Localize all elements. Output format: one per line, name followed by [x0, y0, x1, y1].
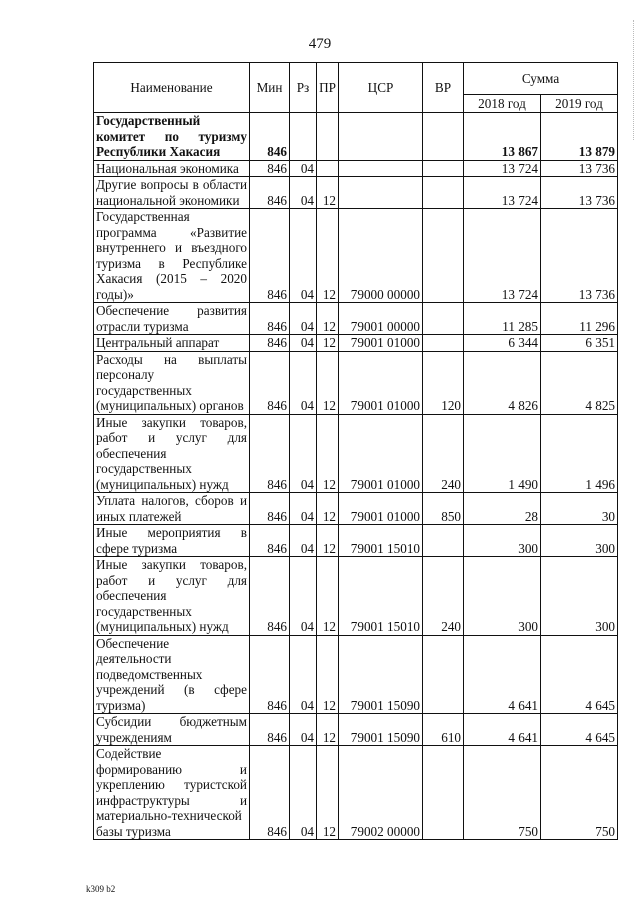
cell-pr: 12 — [317, 335, 339, 352]
cell-min: 846 — [250, 714, 290, 746]
header-rz: Рз — [290, 63, 317, 113]
cell-min: 846 — [250, 746, 290, 840]
cell-min: 846 — [250, 209, 290, 303]
cell-pr: 12 — [317, 209, 339, 303]
cell-csr: 79001 01000 — [339, 493, 423, 525]
cell-pr: 12 — [317, 635, 339, 714]
cell-2019: 750 — [541, 746, 618, 840]
budget-table — [93, 62, 618, 840]
cell-min: 846 — [250, 351, 290, 414]
table-row — [94, 351, 618, 414]
cell-name: Содействие формированию и укреплению туристской инфраструктуры и материально-технической базы туризма — [94, 746, 250, 840]
cell-pr: 12 — [317, 557, 339, 636]
cell-2019: 6 351 — [541, 335, 618, 352]
table-row — [94, 714, 618, 746]
header-pr: ПР — [317, 63, 339, 113]
cell-pr: 12 — [317, 714, 339, 746]
cell-2018: 4 641 — [464, 635, 541, 714]
footer-code: k309 b2 — [86, 884, 116, 894]
cell-name: Обеспечение деятельности подведомственных учреждений (в сфере туризма) — [94, 635, 250, 714]
cell-name: Уплата налогов, сборов и иных платежей — [94, 493, 250, 525]
header-vr: ВР — [423, 63, 464, 113]
cell-min: 846 — [250, 113, 290, 161]
cell-2018: 13 867 — [464, 113, 541, 161]
cell-2018: 11 285 — [464, 303, 541, 335]
cell-csr — [339, 160, 423, 177]
cell-min: 846 — [250, 493, 290, 525]
cell-2019: 4 825 — [541, 351, 618, 414]
cell-vr — [423, 177, 464, 209]
table-row — [94, 635, 618, 714]
cell-2018: 4 826 — [464, 351, 541, 414]
table-row — [94, 493, 618, 525]
cell-min: 846 — [250, 177, 290, 209]
cell-vr — [423, 635, 464, 714]
cell-pr: 12 — [317, 493, 339, 525]
cell-2018: 13 724 — [464, 177, 541, 209]
cell-vr: 240 — [423, 557, 464, 636]
cell-csr: 79001 15010 — [339, 525, 423, 557]
cell-vr — [423, 209, 464, 303]
cell-vr: 240 — [423, 414, 464, 493]
cell-rz: 04 — [290, 209, 317, 303]
cell-name: Обеспечение развития отрасли туризма — [94, 303, 250, 335]
cell-vr — [423, 160, 464, 177]
cell-csr — [339, 177, 423, 209]
cell-min: 846 — [250, 557, 290, 636]
header-sum: Сумма — [464, 63, 618, 95]
cell-2019: 30 — [541, 493, 618, 525]
cell-csr: 79002 00000 — [339, 746, 423, 840]
cell-csr — [339, 113, 423, 161]
cell-2019: 13 736 — [541, 177, 618, 209]
cell-min: 846 — [250, 635, 290, 714]
cell-2019: 4 645 — [541, 635, 618, 714]
cell-csr: 79001 15090 — [339, 714, 423, 746]
cell-rz: 04 — [290, 493, 317, 525]
cell-rz: 04 — [290, 557, 317, 636]
cell-csr: 79000 00000 — [339, 209, 423, 303]
header-name: Наименование — [94, 63, 250, 113]
table-row — [94, 160, 618, 177]
cell-rz: 04 — [290, 351, 317, 414]
cell-name: Государственная программа «Развитие внутреннего и въездного туризма в Республике Хакасия (2015 – 2020 годы)» — [94, 209, 250, 303]
cell-pr — [317, 160, 339, 177]
cell-csr: 79001 01000 — [339, 335, 423, 352]
table-row — [94, 525, 618, 557]
cell-min: 846 — [250, 414, 290, 493]
cell-csr: 79001 15090 — [339, 635, 423, 714]
cell-csr: 79001 15010 — [339, 557, 423, 636]
page-number: 479 — [308, 36, 332, 52]
cell-2018: 13 724 — [464, 160, 541, 177]
cell-csr: 79001 01000 — [339, 414, 423, 493]
cell-2018: 300 — [464, 557, 541, 636]
cell-name: Другие вопросы в области национальной экономики — [94, 177, 250, 209]
cell-rz: 04 — [290, 160, 317, 177]
cell-csr: 79001 01000 — [339, 351, 423, 414]
cell-2018: 4 641 — [464, 714, 541, 746]
cell-name: Иные закупки товаров, работ и услуг для обеспечения государственных (муниципальных) нужд — [94, 414, 250, 493]
cell-pr: 12 — [317, 177, 339, 209]
cell-2019: 4 645 — [541, 714, 618, 746]
cell-min: 846 — [250, 335, 290, 352]
cell-2018: 28 — [464, 493, 541, 525]
cell-2019: 13 736 — [541, 160, 618, 177]
cell-2019: 1 496 — [541, 414, 618, 493]
cell-pr — [317, 113, 339, 161]
cell-2019: 11 296 — [541, 303, 618, 335]
cell-pr: 12 — [317, 525, 339, 557]
cell-rz: 04 — [290, 746, 317, 840]
table-row — [94, 414, 618, 493]
cell-vr — [423, 525, 464, 557]
table-row — [94, 335, 618, 352]
header-csr: ЦСР — [339, 63, 423, 113]
table-row — [94, 113, 618, 161]
cell-rz: 04 — [290, 635, 317, 714]
cell-2018: 6 344 — [464, 335, 541, 352]
table-row — [94, 746, 618, 840]
table-body — [94, 113, 618, 840]
table-row — [94, 303, 618, 335]
cell-min: 846 — [250, 303, 290, 335]
cell-name: Иные закупки товаров, работ и услуг для обеспечения государственных (муниципальных) нужд — [94, 557, 250, 636]
header-min: Мин — [250, 63, 290, 113]
header-2018: 2018 год — [464, 95, 541, 113]
cell-name: Национальная экономика — [94, 160, 250, 177]
cell-rz: 04 — [290, 414, 317, 493]
cell-pr: 12 — [317, 351, 339, 414]
cell-rz: 04 — [290, 525, 317, 557]
cell-vr — [423, 335, 464, 352]
cell-2019: 300 — [541, 557, 618, 636]
cell-name: Центральный аппарат — [94, 335, 250, 352]
cell-pr: 12 — [317, 414, 339, 493]
cell-vr: 850 — [423, 493, 464, 525]
cell-csr: 79001 00000 — [339, 303, 423, 335]
cell-min: 846 — [250, 160, 290, 177]
cell-pr: 12 — [317, 746, 339, 840]
cell-rz: 04 — [290, 714, 317, 746]
cell-vr: 120 — [423, 351, 464, 414]
cell-rz: 04 — [290, 177, 317, 209]
cell-2019: 300 — [541, 525, 618, 557]
table-row — [94, 209, 618, 303]
cell-rz: 04 — [290, 335, 317, 352]
cell-vr — [423, 303, 464, 335]
cell-name: Государственный комитет по туризму Республики Хакасия — [94, 113, 250, 161]
cell-2018: 13 724 — [464, 209, 541, 303]
cell-2018: 1 490 — [464, 414, 541, 493]
cell-min: 846 — [250, 525, 290, 557]
cell-pr: 12 — [317, 303, 339, 335]
binding-edge — [633, 20, 638, 140]
cell-2018: 300 — [464, 525, 541, 557]
cell-2018: 750 — [464, 746, 541, 840]
cell-2019: 13 879 — [541, 113, 618, 161]
cell-name: Субсидии бюджетным учреждениям — [94, 714, 250, 746]
cell-rz: 04 — [290, 303, 317, 335]
header-2019: 2019 год — [541, 95, 618, 113]
table-row — [94, 177, 618, 209]
cell-2019: 13 736 — [541, 209, 618, 303]
cell-rz — [290, 113, 317, 161]
cell-vr — [423, 746, 464, 840]
cell-vr — [423, 113, 464, 161]
cell-name: Расходы на выплаты персоналу государственных (муниципальных) органов — [94, 351, 250, 414]
cell-name: Иные мероприятия в сфере туризма — [94, 525, 250, 557]
table-row — [94, 557, 618, 636]
cell-vr: 610 — [423, 714, 464, 746]
table-header — [94, 63, 618, 113]
